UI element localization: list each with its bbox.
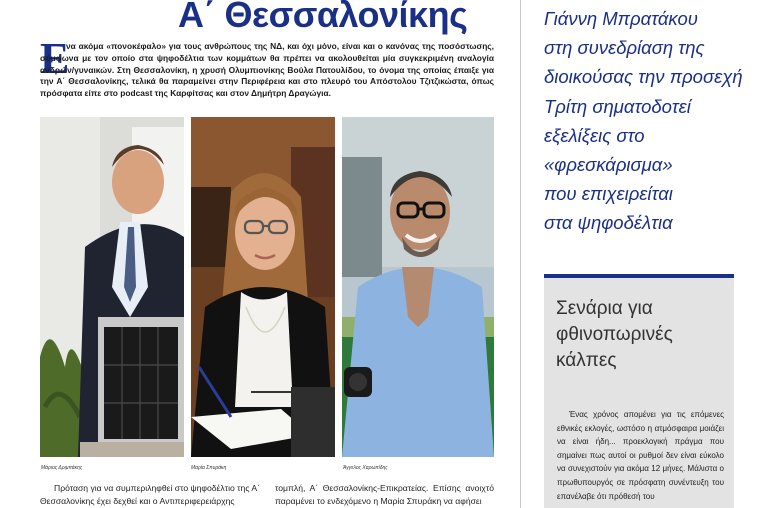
sidebar-box-text-content: Ένας χρόνος απομένει για τις επόμενες εθνικές εκλογές, ωστόσο η ατμόσφαιρα μοιάζει να είναι ήδη... προεκλογική πράγμα που σημαίνει πως αυτοί οι ρυθμοί δεν είναι εύκολο να συνεχιστούν για ακόμα 12 μήνες. Μάλιστα ο πρωθυπουργός σε πρόσφατη συνέντευξη του επανέλαβε ότι πρόθεσή του	[557, 410, 724, 501]
pull-quote-line: διοικούσας την προσεχή	[544, 66, 743, 88]
sidebar-box-title-line: κάλπες	[556, 350, 617, 371]
body-column-2: τομπλή, Α΄ Θεσσαλονίκης-Επικρατείας. Επίσης ανοιχτό παραμένει το ενδεχόμενο η Μαρία Σπυράκη να αφήσει	[275, 483, 494, 506]
photo-man-blue-shirt	[342, 117, 494, 457]
pull-quote-line: εξελίξεις στο	[544, 124, 645, 146]
body-column-1: Πρόταση για να συμπεριληφθεί στο ψηφοδέλτιο της Α΄ Θεσσαλονίκης έχει δεχθεί και ο Αντιπεριφερειάρχης	[40, 483, 260, 506]
lead-dropcap: Ε	[40, 34, 70, 83]
sidebar-box	[544, 278, 734, 508]
pull-quote-line: Γιάννη Μπρατάκου	[544, 8, 698, 29]
sidebar-box-title-line: Σενάρια για	[556, 298, 653, 319]
pull-quote-line: «φρεσκάρισμα»	[544, 154, 673, 176]
photo-caption-1: Μάριος Δριμπάκης	[41, 465, 83, 471]
headline: Α΄ Θεσσαλονίκης	[178, 0, 468, 35]
pull-quote	[544, 4, 754, 238]
sidebar-box-title	[556, 296, 726, 374]
pull-quote-line: που επιχειρείται	[544, 183, 673, 205]
sidebar-box-text	[557, 408, 724, 503]
pull-quote-line: στη συνεδρίαση της	[544, 37, 705, 59]
photo-caption-2: Μαρία Σπυράκη	[191, 465, 227, 471]
photo-caption-3: Άγγελος Χαρωπίδης	[343, 465, 388, 471]
lead-paragraph	[40, 34, 494, 111]
pull-quote-line: στα ψηφοδέλτια	[544, 212, 673, 234]
lead-text: να ακόμα «πονοκέφαλο» για τους ανθρώπους της ΝΔ, και όχι μόνο, είναι και ο κανόνας της ποσόστωσης, σύμφωνα με τον οποίο στα ψηφοδέλτια των κομμάτων θα πρέπει να ακολουθείται μία συγκεκριμένη αναλογία ανδρών/γυναικών. Στη Θεσσαλονίκη, η χρυσή Ολυμπιονίκης Βούλα Πατουλίδου, το όνομα της οποίας έπαιξε για την Α΄ Θεσσαλονίκης, τελικά θα παραμείνει στην Περιφέρεια και στο πλευρό του Απόστολου Τζιτζικώστα, όπως πρόσφατα είπε στο podcast της Καρφίτσας και στον Δημήτρη Δραγώγια.	[40, 41, 494, 99]
sidebar-box-title-line: φθινοπωρινές	[556, 324, 673, 345]
pull-quote-line: Τρίτη σηματοδοτεί	[544, 95, 691, 117]
column-divider	[520, 0, 521, 508]
photo-woman-glasses	[191, 117, 335, 457]
photo-man-suit	[40, 117, 184, 457]
